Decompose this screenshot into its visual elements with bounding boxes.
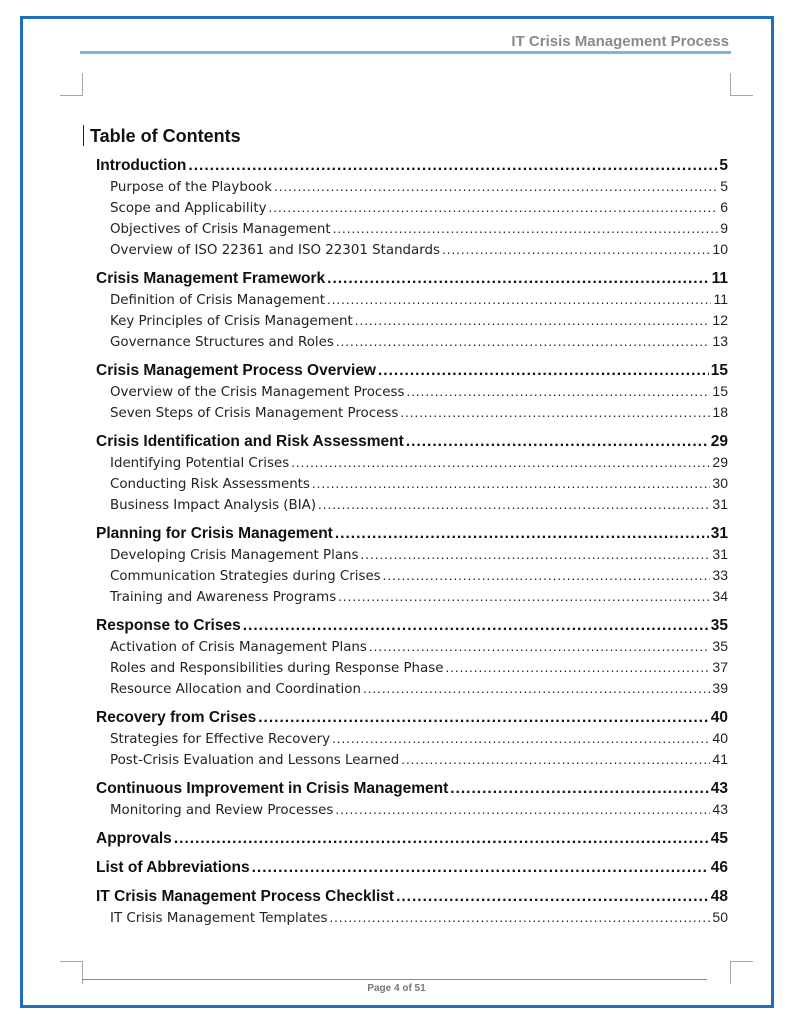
toc-entry-label: Purpose of the Playbook [110,180,272,195]
toc-entry-label: Communication Strategies during Crises [110,569,381,584]
toc-entry-label: Governance Structures and Roles [110,335,334,350]
footer-rule [82,979,707,980]
toc-entry-subheading[interactable] [96,678,728,699]
header-rule [80,51,731,54]
toc-entry-heading[interactable] [96,155,728,176]
toc-entry-page: 43 [712,801,728,817]
toc-entry-label: Monitoring and Review Processes [110,803,334,818]
toc-entry-label: Recovery from Crises [96,709,257,726]
toc-leader-dots [383,565,711,586]
toc-entry-heading[interactable] [96,828,728,849]
toc-leader-dots [312,473,711,494]
toc-leader-dots [274,176,718,197]
toc-entry-subheading[interactable] [96,289,728,310]
toc-entry-label: Developing Crisis Management Plans [110,548,359,563]
toc-entry-heading[interactable] [96,268,728,289]
toc-entry-heading[interactable] [96,886,728,907]
toc-entry-subheading[interactable] [96,586,728,607]
toc-entry-subheading[interactable] [96,176,728,197]
toc-entry-page: 5 [719,157,728,174]
toc-entry-heading[interactable] [96,523,728,544]
toc-entry-page: 12 [712,312,728,328]
toc-entry-heading[interactable] [96,778,728,799]
toc-leader-dots [329,907,710,928]
toc-leader-dots [243,615,709,636]
toc-entry-page: 31 [710,525,728,542]
toc-entry-subheading[interactable] [96,452,728,473]
page-number: Page 4 of 51 [367,983,426,994]
toc-entry-subheading[interactable] [96,657,728,678]
toc-entry-heading[interactable] [96,360,728,381]
toc-entry-page: 29 [710,433,728,450]
toc-entry-page: 33 [712,567,728,583]
toc-entry-label: IT Crisis Management Process Checklist [96,888,395,905]
toc-entry-page: 29 [712,454,728,470]
toc-entry-page: 43 [710,780,728,797]
toc-entry-page: 35 [712,638,728,654]
toc-leader-dots [258,707,709,728]
toc-entry-page: 31 [712,546,728,562]
toc-entry-label: Seven Steps of Crisis Management Process [110,406,399,421]
toc-leader-dots [445,657,710,678]
toc-entry-page: 15 [710,362,728,379]
toc-entry-label: Continuous Improvement in Crisis Management [96,780,449,797]
toc-entry-page: 41 [712,751,728,767]
toc-entry-subheading[interactable] [96,310,728,331]
toc-entry-label: Conducting Risk Assessments [110,477,310,492]
toc-leader-dots [174,828,709,849]
toc-entry-label: Key Principles of Crisis Management [110,314,353,329]
toc-entry-label: Approvals [96,830,172,847]
toc-entry-subheading[interactable] [96,197,728,218]
toc-leader-dots [335,799,710,820]
toc-entry-subheading[interactable] [96,544,728,565]
toc-entry-page: 10 [712,241,728,257]
toc-leader-dots [333,218,719,239]
toc-leader-dots [401,749,710,770]
toc-entry-label: Definition of Crisis Management [110,293,325,308]
toc-entry-subheading[interactable] [96,473,728,494]
toc-entry-label: Planning for Crisis Management [96,525,333,542]
toc-entry-subheading[interactable] [96,331,728,352]
toc-entry-page: 13 [712,333,728,349]
toc-leader-dots [327,289,711,310]
toc-leader-dots [369,636,711,657]
toc-entry-label: Overview of ISO 22361 and ISO 22301 Standards [110,243,441,258]
toc-entry-label: IT Crisis Management Templates [110,911,328,926]
toc-entry-label: List of Abbreviations [96,859,250,876]
toc-entry-page: 46 [710,859,728,876]
toc-entry-subheading[interactable] [96,749,728,770]
toc-entry-page: 30 [712,475,728,491]
toc-leader-dots [332,728,710,749]
toc-leader-dots [291,452,710,473]
toc-entry-label: Activation of Crisis Management Plans [110,640,367,655]
toc-leader-dots [252,857,709,878]
toc-entry-page: 9 [720,220,728,236]
toc-entry-subheading[interactable] [96,907,728,928]
text-cursor [83,125,84,146]
toc-entry-subheading[interactable] [96,565,728,586]
toc-entry-page: 31 [712,496,728,512]
toc-entry-label: Post-Crisis Evaluation and Lessons Learned [110,753,400,768]
crop-mark-top-right [730,73,753,96]
toc-entry-subheading[interactable] [96,381,728,402]
toc-entry-page: 18 [712,404,728,420]
toc-leader-dots [406,381,710,402]
toc-entry-label: Roles and Responsibilities during Response Phase [110,661,444,676]
toc-entry-label: Response to Crises [96,617,241,634]
toc-leader-dots [269,197,719,218]
toc-entry-label: Introduction [96,157,187,174]
toc-entry-subheading[interactable] [96,494,728,515]
toc-entry-label: Resource Allocation and Coordination [110,682,361,697]
toc-entry-page: 37 [712,659,728,675]
toc-entry-page: 11 [713,291,728,307]
toc-entry-page: 40 [710,709,728,726]
toc-leader-dots [336,331,711,352]
toc-entry-subheading[interactable] [96,636,728,657]
toc-entry-page: 15 [712,383,728,399]
toc-entry-page: 50 [712,909,728,925]
toc-leader-dots [450,778,709,799]
toc-entry-subheading[interactable] [96,218,728,239]
toc-leader-dots [355,310,711,331]
toc-entry-page: 35 [710,617,728,634]
header-title: IT Crisis Management Process [511,33,729,50]
toc-entry-label: Overview of the Crisis Management Process [110,385,405,400]
crop-mark-top-left [60,73,83,96]
toc-leader-dots [396,886,709,907]
toc-entry-heading[interactable] [96,857,728,878]
toc-entry-page: 45 [710,830,728,847]
toc-entry-subheading[interactable] [96,239,728,260]
toc-entry-label: Business Impact Analysis (BIA) [110,498,317,513]
toc-entry-page: 48 [710,888,728,905]
toc-title: Table of Contents [90,126,241,146]
toc-entry-label: Crisis Identification and Risk Assessment [96,433,404,450]
toc-leader-dots [400,402,710,423]
toc-entry-label: Crisis Management Framework [96,270,326,287]
toc-leader-dots [335,523,709,544]
toc-entry-label: Training and Awareness Programs [110,590,337,605]
toc-entry-heading[interactable] [96,431,728,452]
toc-leader-dots [318,494,710,515]
toc-leader-dots [406,431,709,452]
toc-entry-heading[interactable] [96,615,728,636]
toc-leader-dots [338,586,710,607]
toc-leader-dots [442,239,710,260]
toc-entry-page: 11 [711,270,728,287]
crop-mark-bottom-left [60,961,83,984]
toc-entry-label: Scope and Applicability [110,201,267,216]
toc-leader-dots [363,678,710,699]
toc-entry-label: Identifying Potential Crises [110,456,290,471]
toc-entry-label: Objectives of Crisis Management [110,222,331,237]
toc-leader-dots [378,360,709,381]
toc-entry-page: 5 [720,178,728,194]
toc-entry-page: 6 [720,199,728,215]
toc-entry-page: 34 [712,588,728,604]
crop-mark-bottom-right [730,961,753,984]
toc-leader-dots [327,268,709,289]
toc-entry-heading[interactable] [96,707,728,728]
toc-entry-page: 40 [712,730,728,746]
toc-entry-subheading[interactable] [96,402,728,423]
toc-entry-subheading[interactable] [96,728,728,749]
table-of-contents [96,155,728,928]
toc-leader-dots [361,544,711,565]
toc-entry-subheading[interactable] [96,799,728,820]
toc-leader-dots [188,155,717,176]
toc-entry-label: Strategies for Effective Recovery [110,732,331,747]
toc-entry-label: Crisis Management Process Overview [96,362,376,379]
toc-entry-page: 39 [712,680,728,696]
